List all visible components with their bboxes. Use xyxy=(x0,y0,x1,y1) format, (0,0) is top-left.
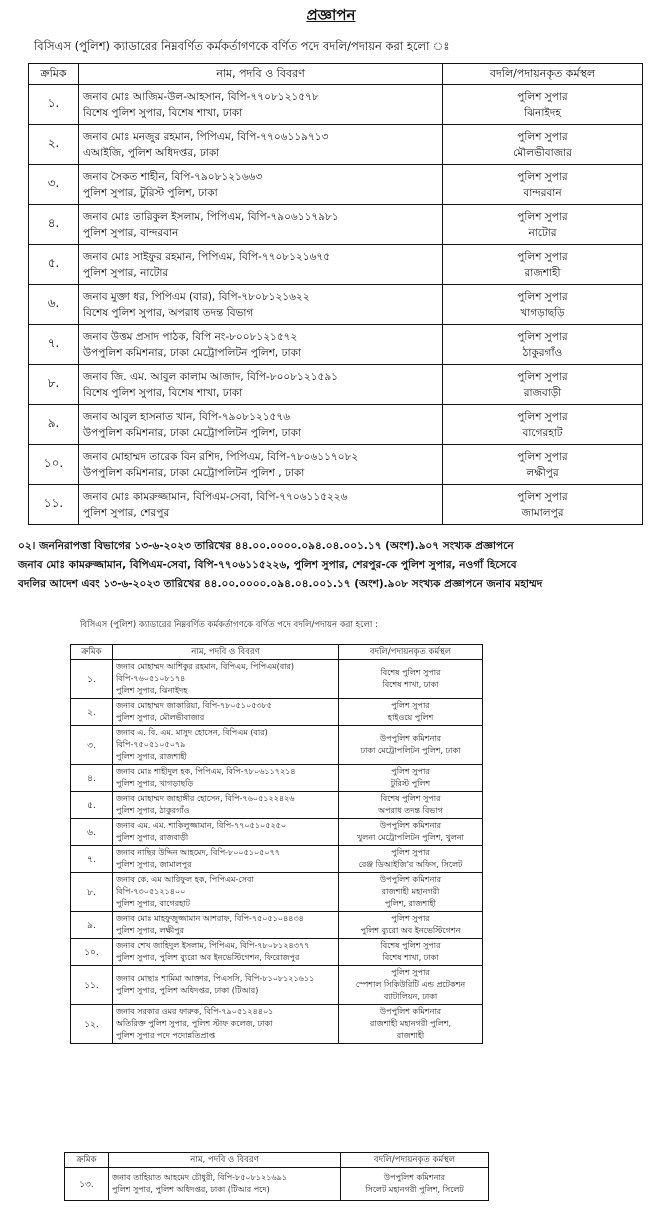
table-row xyxy=(29,405,643,445)
table-row xyxy=(71,699,483,726)
destination-cell xyxy=(443,325,643,365)
destination-line: উপপুলিশ কমিশনার xyxy=(379,875,442,884)
destination-line: ঢাকা মেট্রোপলিটন পুলিশ, ঢাকা xyxy=(360,746,461,755)
table-row xyxy=(65,1168,489,1201)
table-row xyxy=(29,325,643,365)
serial-cell: ৯. xyxy=(29,405,79,445)
serial-cell: ৮. xyxy=(29,365,79,405)
destination-cell xyxy=(443,445,643,485)
name-line: জনাব এ. বি. এম. মাসুদ হোসেন, বিপিএম (বার) xyxy=(116,728,268,737)
destination-cell xyxy=(443,245,643,285)
destination-line: খুলনা মেট্রোপলিটন পুলিশ, খুলনা xyxy=(357,833,464,842)
name-line: পুলিশ সুপার, লক্ষীপুর xyxy=(116,926,185,935)
destination-line: পুলিশ সুপার xyxy=(517,330,568,343)
col-header-name: নাম, পদবি ও বিবরণ xyxy=(79,64,443,85)
name-cell xyxy=(113,939,339,966)
page-title: প্রজ্ঞাপন xyxy=(306,6,356,24)
name-line: অতিরিক্ত পুলিশ সুপার, পুলিশ স্টাফ কলেজ, ঢাকা xyxy=(116,1019,273,1028)
detail-line: বিশেষ পুলিশ সুপার, বিশেষ শাখা, ঢাকা xyxy=(83,106,243,119)
name-line: জনাব মোঃ শাহীদুল হক, পিপিএম, বিপি-৭৮০৬১১৭২১৪ xyxy=(116,767,296,776)
name-cell xyxy=(113,765,339,792)
col-header-serial: ক্রমিক xyxy=(65,1153,109,1168)
name-line: জনাব মোহাম্মদ তারেক বিন রশিদ, পিপিএম, বিপি-৭৮০৬১১৭০৮২ xyxy=(83,450,359,463)
name-line: জনাব জি. এম. আবুল কালাম আজাদ, বিপি-৮০০৮১২১৫৯১ xyxy=(83,370,338,383)
serial-cell: ১১. xyxy=(71,966,113,1005)
name-cell xyxy=(79,165,443,205)
name-line: পুলিশ সুপার, বাগেরহাট xyxy=(116,899,190,908)
destination-line: পুলিশ, রাজশাহী xyxy=(385,899,436,908)
serial-cell: ৭. xyxy=(71,846,113,873)
name-cell xyxy=(79,405,443,445)
name-line: জনাব মোঃ কামরুজ্জামান, বিপিএম-সেবা, বিপি-৭৭০৬১১৫২২৬ xyxy=(83,490,348,503)
name-line: জনাব এম. এম. শাকিলুজ্জামান, বিপি-৭৭০৫১০৫২৫০ xyxy=(116,821,287,830)
table-row xyxy=(29,245,643,285)
destination-cell xyxy=(443,485,643,525)
col-header-destination: বদলি/পদায়নকৃত কর্মস্থল xyxy=(443,64,643,85)
destination-line: বিশেষ পুলিশ সুপার xyxy=(380,794,441,803)
table-row xyxy=(29,485,643,525)
destination-line: পুলিশ সুপার xyxy=(391,848,430,857)
name-line: জনাব মোহাম্মদ আশিকুর রহমান, বিপিএম, পিপিএম(বার) xyxy=(116,662,295,671)
table-row xyxy=(71,846,483,873)
name-cell xyxy=(113,726,339,765)
table-row xyxy=(29,205,643,245)
destination-line: ঠাকুরগাঁও xyxy=(522,346,563,359)
name-line: জনাব সৈকত শাহীন, বিপি-৭৯০৮১২১৬৬৩ xyxy=(83,170,263,183)
destination-line: পুলিশ সুপার xyxy=(391,914,430,923)
detail-line: উপপুলিশ কমিশনার, ঢাকা মেট্রোপলিটন পুলিশ, ঢাকা xyxy=(83,426,301,439)
name-cell xyxy=(79,485,443,525)
name-cell xyxy=(113,819,339,846)
serial-cell: ৫. xyxy=(71,792,113,819)
table-row xyxy=(71,819,483,846)
name-line: পুলিশ সুপার, খাগড়াছড়ি xyxy=(116,779,194,788)
destination-line: উপপুলিশ কমিশনার xyxy=(379,1007,442,1016)
serial-cell: ১. xyxy=(71,660,113,699)
destination-line: খাগড়াছড়ি xyxy=(520,306,565,319)
destination-line: উপপুলিশ কমিশনার xyxy=(383,1173,446,1182)
destination-cell xyxy=(339,846,483,873)
name-line: জনাব মোছাঃ শামিমা আক্তার, পিএসসি, বিপি-৮১০৮১২১৬১১ xyxy=(116,974,315,983)
name-line: জনাব মোঃ আজিম-উল-আহসান, বিপি-৭৭০৮১২১৫৭৮ xyxy=(83,90,319,103)
name-line: জনাব তাহিয়াত আহমেদ চৌধুরী, বিপি-৮৫০৮১২১৬৯১ xyxy=(112,1173,287,1182)
destination-line: টুরিস্ট পুলিশ xyxy=(390,779,431,788)
destination-line: সিলেট মহানগরী পুলিশ, সিলেট xyxy=(365,1185,464,1194)
destination-line: পুলিশ সুপার xyxy=(517,370,568,383)
destination-line: বান্দরবান xyxy=(523,186,562,199)
name-cell xyxy=(79,445,443,485)
table-row xyxy=(71,939,483,966)
name-cell xyxy=(113,873,339,912)
table-row xyxy=(29,445,643,485)
name-cell xyxy=(79,365,443,405)
destination-cell xyxy=(339,873,483,912)
name-cell xyxy=(109,1168,341,1201)
destination-line: জামালপুর xyxy=(521,506,564,519)
name-cell xyxy=(79,205,443,245)
scanned-intro-text: বিসিএস (পুলিশ) ক্যাডারের নিম্নবর্ণিত কর্মকর্তাগণকে বর্ণিত পদে বদলি/পদায়ন করা হলো : xyxy=(80,620,378,630)
name-line: পুলিশ সুপার, মৌলভীবাজার xyxy=(116,713,205,722)
name-cell xyxy=(113,912,339,939)
col-header-destination: বদলি/পদায়নকৃত কর্মস্থল xyxy=(341,1153,489,1168)
table-row xyxy=(29,165,643,205)
destination-line: পুলিশ ব্যুরো অব ইনভেস্টিগেশন xyxy=(360,926,461,935)
destination-cell xyxy=(339,765,483,792)
name-line: পুলিশ সুপার, ঝিনাইদহ xyxy=(116,686,188,695)
name-line: জনাব সরকার ওমর ফারুক, বিপি-৭৯০৫১২৪৪০১ xyxy=(116,1007,274,1016)
destination-line: পুলিশ সুপার xyxy=(517,90,568,103)
serial-cell: ১৩. xyxy=(65,1168,109,1201)
name-line: বিপি-৭৫০৫১০৫০৭৯ xyxy=(116,740,186,749)
destination-cell xyxy=(339,939,483,966)
detail-line: পুলিশ সুপার, নাটোর xyxy=(83,266,169,279)
name-cell xyxy=(113,846,339,873)
destination-cell xyxy=(443,205,643,245)
destination-cell xyxy=(443,125,643,165)
destination-line: অপরাধ তদন্ত বিভাগ xyxy=(378,806,443,815)
destination-line: বাগেরহাট xyxy=(522,426,563,439)
destination-cell xyxy=(339,966,483,1005)
destination-line: হাইওয়ে পুলিশ xyxy=(387,713,434,722)
destination-cell xyxy=(339,792,483,819)
name-line: পুলিশ সুপার, জামালপুর xyxy=(116,860,192,869)
col-header-destination: বদলি/পদায়নকৃত কর্মস্থল xyxy=(339,645,483,660)
destination-line: পুলিশ সুপার xyxy=(517,250,568,263)
name-line: বিপি-৭৬০৫১০৮১৭৪ xyxy=(116,674,186,683)
destination-line: রেঞ্জ ডিআইজি'র অফিস, সিলেট xyxy=(358,860,463,869)
destination-line: উপপুলিশ কমিশনার xyxy=(379,821,442,830)
destination-cell xyxy=(339,912,483,939)
destination-line: পুলিশ সুপার xyxy=(517,490,568,503)
name-cell xyxy=(79,245,443,285)
destination-line: রাজশাহী মহানগরী xyxy=(381,887,440,896)
table-row xyxy=(29,85,643,125)
name-line: পুলিশ সুপার পদে পদোন্নতিপ্রাপ্ত xyxy=(116,1031,216,1040)
destination-cell xyxy=(339,726,483,765)
serial-cell: ১১. xyxy=(29,485,79,525)
destination-line: পুলিশ সুপার xyxy=(517,210,568,223)
serial-cell: ৮. xyxy=(71,873,113,912)
detail-line: এআইজি, পুলিশ অধিদপ্তর, ঢাকা xyxy=(83,146,220,159)
destination-line: রাজশাহী xyxy=(396,1031,425,1040)
destination-cell xyxy=(443,365,643,405)
table-row xyxy=(71,765,483,792)
destination-cell xyxy=(443,285,643,325)
serial-cell: ৯. xyxy=(71,912,113,939)
serial-cell: ৩. xyxy=(29,165,79,205)
table-row xyxy=(29,365,643,405)
table-row xyxy=(71,873,483,912)
table-row xyxy=(71,792,483,819)
destination-line: রাজশাহী মহানগরী পুলিশ, xyxy=(369,1019,452,1028)
col-header-serial: ক্রমিক xyxy=(71,645,113,660)
table-row xyxy=(71,660,483,699)
detail-line: পুলিশ সুপার, বান্দরবান xyxy=(83,226,179,239)
serial-cell: ১০. xyxy=(71,939,113,966)
name-line: পুলিশ সুপার, পুলিশ ব্যুরো অব ইনভেস্টিগেশন, ফিরোজপুর xyxy=(116,953,300,962)
destination-cell xyxy=(339,1005,483,1044)
destination-line: পুলিশ সুপার xyxy=(391,701,430,710)
name-line: পুলিশ সুপার, ঠাকুরগাঁও xyxy=(116,806,190,815)
name-line: জনাব মোহাম্মদ জাহাঙ্গীর হোসেন, বিপি-৭৬০৫১২২৪২৬ xyxy=(116,794,295,803)
name-line: জনাব নাছির উদ্দিন আহমেদ, বিপি-৮০০৫১০৫০৭৭ xyxy=(116,848,280,857)
serial-cell: ৬. xyxy=(29,285,79,325)
name-line: জনাব মোহাম্মদ জাকারিয়া, বিপি-৭৮০৫১০৫৩৮৫ xyxy=(116,701,272,710)
name-line: জনাব উত্তম প্রসাদ পাঠক, বিপি নং-৮০০৮১২১৫৭২ xyxy=(83,330,298,343)
serial-cell: ২. xyxy=(71,699,113,726)
serial-cell: ৪. xyxy=(29,205,79,245)
destination-cell xyxy=(443,85,643,125)
serial-cell: ৬. xyxy=(71,819,113,846)
destination-line: বিশেষ শাখা, ঢাকা xyxy=(382,953,439,962)
col-header-name: নাম, পদবি ও বিবরণ xyxy=(109,1153,341,1168)
table-row xyxy=(71,726,483,765)
destination-line: পুলিশ সুপার xyxy=(517,410,568,423)
col-header-serial: ক্রমিক xyxy=(29,64,79,85)
serial-cell: ৭. xyxy=(29,325,79,365)
serial-cell: ৫. xyxy=(29,245,79,285)
table-row xyxy=(71,1005,483,1044)
name-cell xyxy=(79,125,443,165)
destination-line: বিশেষ শাখা, ঢাকা xyxy=(382,680,439,689)
serial-cell: ১. xyxy=(29,85,79,125)
name-line: জনাব শেখ জাহিদুল ইসলাম, পিপিএম, বিপি-৭৮০৮১২৪৩৭৭ xyxy=(116,941,310,950)
detail-line: বিশেষ পুলিশ সুপার, অপরাধ তদন্ত বিভাগ xyxy=(83,306,254,319)
name-line: জনাব মোঃ মাহফুজুজ্জামান আশরাফ, বিপি-৭৫০৫১০৪৪৩৪ xyxy=(116,914,304,923)
name-cell xyxy=(113,660,339,699)
name-line: বিপি-৭৩০৫১২১৪০০ xyxy=(116,887,186,896)
paragraph-line: বদলির আদেশ এবং ১৩-৬-২০২৩ তারিখের ৪৪.০০.০০০০.০৯৪.০৪.০০১.১৭ (অংশ).৯০৮ সংখ্যক প্রজ্ঞাপনে জনাব মহাম্মদ xyxy=(18,578,543,590)
destination-cell xyxy=(339,819,483,846)
destination-line: ঝিনাইদহ xyxy=(524,106,561,119)
name-cell xyxy=(113,699,339,726)
name-line: জনাব মোঃ তারিকুল ইসলাম, পিপিএম, বিপি-৭৯০৬১১৭৯৮১ xyxy=(83,210,339,223)
name-line: পুলিশ সুপার, রাজশাহী xyxy=(116,752,187,761)
destination-line: ব্যাটালিয়ন, ঢাকা xyxy=(383,992,438,1001)
serial-cell: ১২. xyxy=(71,1005,113,1044)
name-cell xyxy=(79,85,443,125)
destination-cell xyxy=(443,165,643,205)
table-row xyxy=(71,912,483,939)
serial-cell: ৪. xyxy=(71,765,113,792)
destination-line: বিশেষ পুলিশ সুপার xyxy=(380,941,441,950)
destination-line: স্পেশাল সিকিউরিটি এন্ড প্রটেকশন xyxy=(355,980,466,989)
serial-cell: ২. xyxy=(29,125,79,165)
transfer-table-2 xyxy=(70,644,483,1044)
name-cell xyxy=(113,1005,339,1044)
name-cell xyxy=(113,966,339,1005)
transfer-table-3 xyxy=(64,1152,489,1201)
destination-line: পুলিশ সুপার xyxy=(517,170,568,183)
table-row xyxy=(71,966,483,1005)
intro-text: বিসিএস (পুলিশ) ক্যাডারের নিম্নবর্ণিত কর্মকর্তাগণকে বর্ণিত পদে বদলি/পদায়ন করা হলো ঃ xyxy=(34,39,450,53)
name-line: পুলিশ সুপার, রাজবাড়ী xyxy=(116,833,189,842)
name-line: জনাব মুক্তা ধর, পিপিএম (বার), বিপি-৭৮০৮১২১৬২২ xyxy=(83,290,310,303)
destination-line: পুলিশ সুপার xyxy=(517,130,568,143)
name-line: পুলিশ সুপার, পুলিশ অধিদপ্তর, ঢাকা (টিআর) xyxy=(116,986,259,995)
detail-line: পুলিশ সুপার, পুলিশ অধিদপ্তর, ঢাকা (টিআর পদে) xyxy=(112,1185,270,1194)
detail-line: বিশেষ পুলিশ সুপার, বিশেষ শাখা, ঢাকা xyxy=(83,386,243,399)
detail-line: উপপুলিশ কমিশনার, ঢাকা মেট্রোপলিটন পুলিশ, ঢাকা xyxy=(83,346,301,359)
detail-line: উপপুলিশ কমিশনার, ঢাকা মেট্রোপলিটন পুলিশ , ঢাকা xyxy=(83,466,305,479)
destination-line: পুলিশ সুপার xyxy=(391,968,430,977)
destination-line: রাজবাড়ী xyxy=(523,386,562,399)
detail-line: পুলিশ সুপার, শেরপুর xyxy=(83,506,170,519)
destination-cell xyxy=(339,660,483,699)
name-cell xyxy=(113,792,339,819)
table-row xyxy=(29,285,643,325)
paragraph-line: ০২। জননিরাপত্তা বিভাগের ১৩-৬-২০২৩ তারিখের ৪৪.০০.০০০০.০৯৪.০৪.০০১.১৭ (অংশ).৯০৭ সংখ্যক প্রজ্ঞাপনে xyxy=(18,540,514,552)
name-line: জনাব আবুল হাসনাত খান, বিপি-৭৯০৮১২১৫৭৬ xyxy=(83,410,291,423)
destination-line: রাজশাহী xyxy=(524,266,561,279)
destination-cell xyxy=(443,405,643,445)
name-cell xyxy=(79,325,443,365)
destination-line: পুলিশ সুপার xyxy=(517,290,568,303)
serial-cell: ১০. xyxy=(29,445,79,485)
serial-cell: ৩. xyxy=(71,726,113,765)
col-header-name: নাম, পদবি ও বিবরণ xyxy=(113,645,339,660)
destination-cell xyxy=(339,699,483,726)
destination-line: পুলিশ সুপার xyxy=(391,767,430,776)
transfer-table-1 xyxy=(28,63,643,525)
name-line: জনাব মোঃ সাইফুর রহমান, পিপিএম, বিপি-৭৭০৮১২১৬৭৫ xyxy=(83,250,331,263)
detail-line: পুলিশ সুপার, টুরিস্ট পুলিশ, ঢাকা xyxy=(83,186,218,199)
destination-line: লক্ষীপুর xyxy=(526,466,559,479)
destination-line: উপপুলিশ কমিশনার xyxy=(379,734,442,743)
name-line: জনাব মোঃ মনজুর রহমান, পিপিএম, বিপি-৭৭০৬১১৯৭১৩ xyxy=(83,130,329,143)
name-cell xyxy=(79,285,443,325)
destination-line: পুলিশ সুপার xyxy=(517,450,568,463)
table-row xyxy=(29,125,643,165)
destination-line: বিশেষ পুলিশ সুপার xyxy=(380,668,441,677)
destination-line: নাটোর xyxy=(528,226,557,239)
paragraph-line: জনাব মোঃ কামরুজ্জামান, বিপিএম-সেবা, বিপি-৭৭০৬১১৫২২৬, পুলিশ সুপার, শেরপুর-কে পুলিশ সুপার, নওগাঁ হিসেবে xyxy=(18,559,517,571)
destination-line: মৌলভীবাজার xyxy=(513,146,572,159)
destination-cell xyxy=(341,1168,489,1201)
name-line: জনাব কে. এম আরিফুল হক, পিপিএম-সেবা xyxy=(116,875,254,884)
